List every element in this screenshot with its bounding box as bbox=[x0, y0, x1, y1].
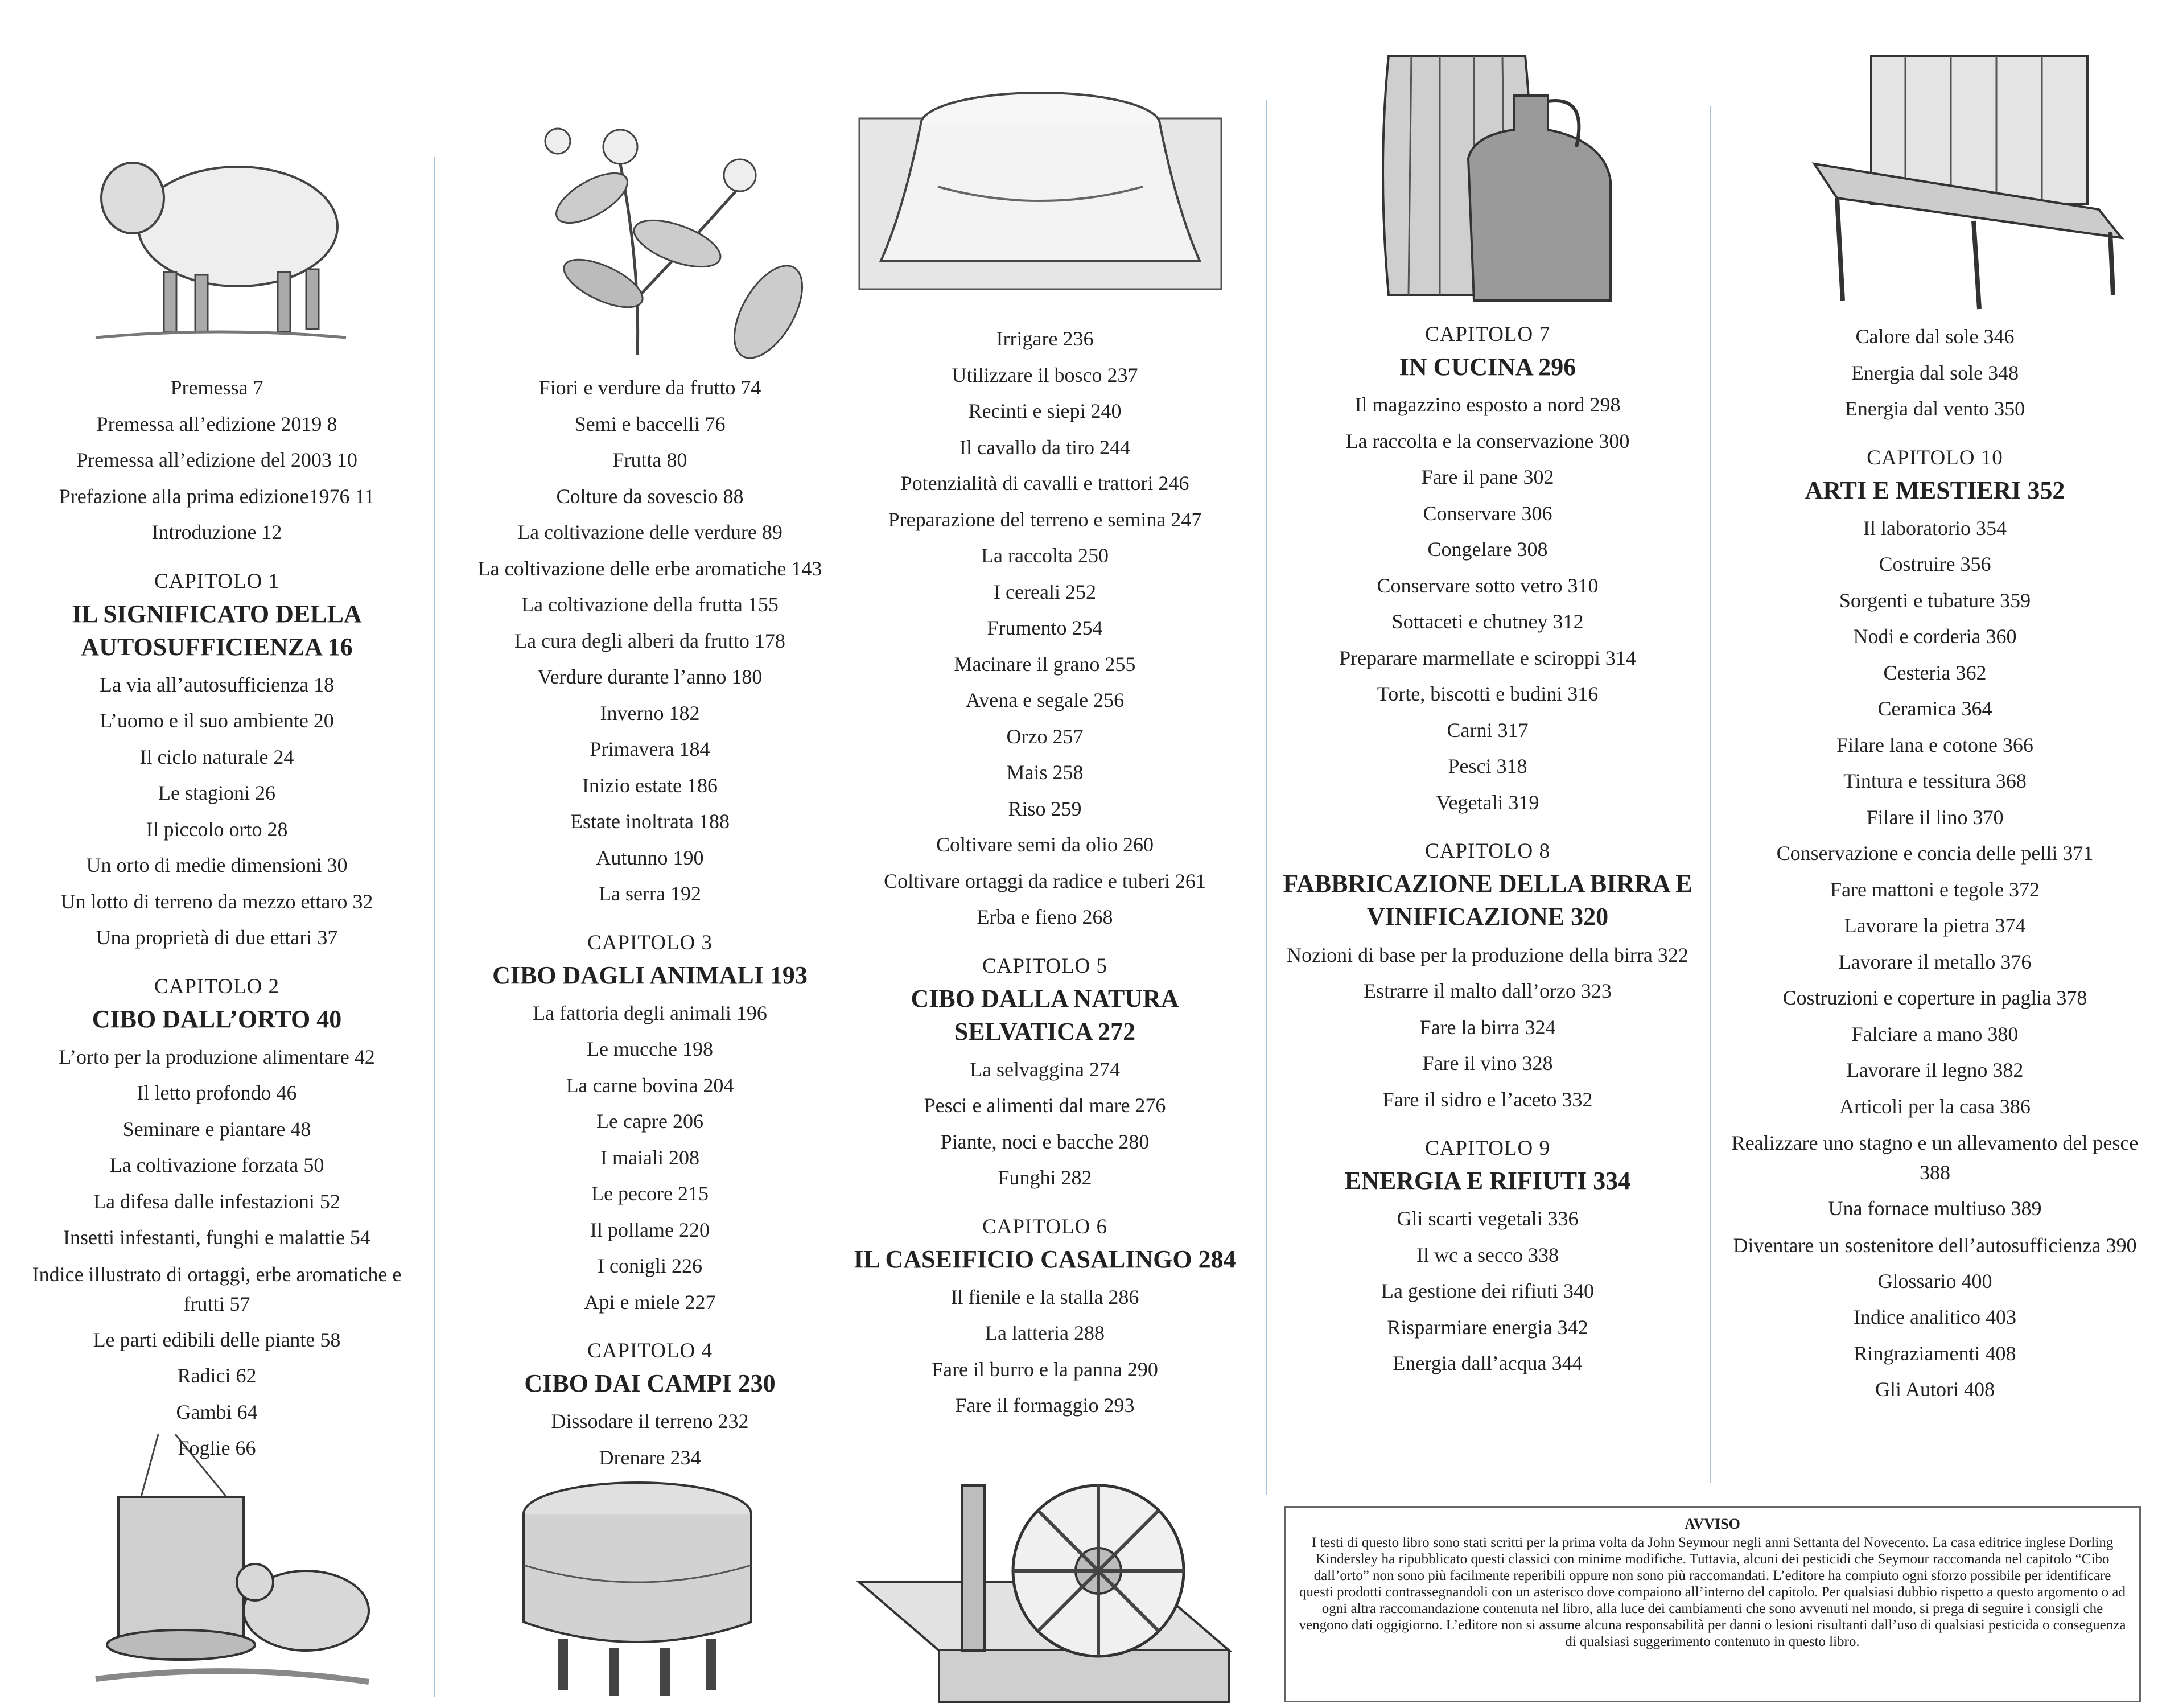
toc-entry: La coltivazione delle verdure 89 bbox=[517, 521, 783, 544]
waterwheel-icon bbox=[854, 1480, 1241, 1703]
toc-entry: I conigli 226 bbox=[598, 1254, 702, 1277]
toc-entry: Primavera 184 bbox=[590, 738, 710, 760]
toc-entry: Fare il vino 328 bbox=[1422, 1052, 1553, 1075]
toc-entry: La fattoria degli animali 196 bbox=[533, 1001, 767, 1024]
toc-entry: Fare il pane 302 bbox=[1421, 466, 1554, 488]
toc-entry: Articoli per la casa 386 bbox=[1839, 1094, 2031, 1118]
feeder-hen-icon bbox=[84, 1429, 380, 1696]
chapter-label: CAPITOLO 5 bbox=[982, 954, 1108, 978]
toc-entry: Realizzare uno stagno e un allevamento del pesce 388 bbox=[1731, 1131, 2139, 1184]
chapter-title: IL SIGNIFICATO DELLA AUTOSUFFICIENZA 16 bbox=[72, 599, 362, 661]
toc-entry: Il wc a secco 338 bbox=[1416, 1243, 1559, 1266]
toc-entry: Preparazione del terreno e semina 247 bbox=[888, 508, 1202, 531]
toc-entry: Indice analitico 403 bbox=[1854, 1306, 2016, 1328]
toc-column bbox=[846, 321, 1244, 1424]
column-divider bbox=[1266, 100, 1267, 1495]
toc-entry: Premessa all’edizione del 2003 10 bbox=[76, 448, 357, 471]
toc-entry: La coltivazione forzata 50 bbox=[109, 1154, 324, 1176]
toc-entry: Il cavallo da tiro 244 bbox=[959, 435, 1130, 459]
chapter-label: CAPITOLO 3 bbox=[587, 931, 713, 954]
toc-entry: Drenare 234 bbox=[599, 1446, 701, 1469]
toc-entry: Prefazione alla prima edizione1976 11 bbox=[59, 484, 375, 508]
toc-entry: Verdure durante l’anno 180 bbox=[537, 665, 763, 688]
toc-entry: La cura degli alberi da frutto 178 bbox=[514, 629, 785, 652]
toc-entry: Il fienile e la stalla 286 bbox=[950, 1285, 1139, 1308]
toc-entry: Dissodare il terreno 232 bbox=[551, 1410, 749, 1433]
toc-entry: Energia dal vento 350 bbox=[1844, 397, 2025, 420]
toc-entry: Fare il formaggio 293 bbox=[955, 1394, 1135, 1417]
toc-entry: Erba e fieno 268 bbox=[977, 906, 1113, 928]
toc-entry: Falciare a mano 380 bbox=[1851, 1022, 2019, 1046]
chapter-title: CIBO DAI CAMPI 230 bbox=[524, 1369, 776, 1397]
chapter-label: CAPITOLO 6 bbox=[982, 1215, 1108, 1238]
toc-entry: Coltivare semi da olio 260 bbox=[936, 833, 1154, 856]
toc-entry: Preparare marmellate e sciroppi 314 bbox=[1339, 646, 1636, 669]
chapter-label: CAPITOLO 1 bbox=[154, 569, 280, 593]
toc-entry: Il pollame 220 bbox=[590, 1218, 710, 1241]
toc-entry: Una proprietà di due ettari 37 bbox=[96, 926, 338, 949]
chapter-title: ENERGIA E RIFIUTI 334 bbox=[1344, 1167, 1631, 1195]
toc-entry: Seminare e piantare 48 bbox=[122, 1117, 311, 1141]
toc-entry: Il piccolo orto 28 bbox=[146, 817, 288, 841]
loom-icon bbox=[1803, 50, 2133, 313]
toc-entry: Foglie 66 bbox=[178, 1437, 256, 1459]
toc-entry: L’orto per la produzione alimentare 42 bbox=[59, 1045, 375, 1068]
toc-entry: La via all’autosufficienza 18 bbox=[99, 673, 335, 696]
chapter-title: IN CUCINA 296 bbox=[1399, 353, 1576, 381]
toc-entry: Fiori e verdure da frutto 74 bbox=[538, 376, 761, 399]
toc-entry: I cereali 252 bbox=[994, 580, 1096, 603]
toc-entry: Fare la birra 324 bbox=[1419, 1015, 1556, 1039]
toc-entry: Filare lana e cotone 366 bbox=[1836, 733, 2033, 756]
toc-entry: Indice illustrato di ortaggi, erbe aromatiche e frutti 57 bbox=[32, 1262, 402, 1315]
toc-entry: Piante, noci e bacche 280 bbox=[940, 1130, 1150, 1153]
toc-entry: Premessa 7 bbox=[170, 376, 263, 399]
toc-entry: Le pecore 215 bbox=[591, 1182, 709, 1205]
toc-entry: Radici 62 bbox=[177, 1364, 257, 1387]
toc-entry: Energia dall’acqua 344 bbox=[1393, 1352, 1583, 1374]
toc-entry: Conservazione e concia delle pelli 371 bbox=[1776, 842, 2094, 865]
toc-entry: La coltivazione delle erbe aromatiche 143 bbox=[477, 557, 822, 580]
toc-entry: Macinare il grano 255 bbox=[954, 652, 1136, 676]
notice-body: I testi di questo libro sono stati scritti per la prima volta da John Seymour negli anni Settanta del Novecento. La casa editrice inglese Dorling Kindersley ha ripubblicato questi classici con minime modifiche. Tuttavia, alcuni dei pesticidi che Seymour raccomanda nel capitolo “Cibo dall’orto” non sono più facilmente reperibili oppure non sono più raccomandati. L’editore ha compiuto ogni sforzo possibile per identificare questi prodotti contrassegnandoli con un asterisco dove compaiono all’interno del capitolo. Per qualsiasi dubbio rispetto a questo argomento o ad ogni altra raccomandazione contenuta nel libro, alla luce dei cambiamenti che sono avvenuti nel mondo, si prega di seguire i consigli che vengono dati oggigiorno. L’editore non si assume alcuna responsabilità per danni o lesioni risultanti dall’uso di qualsiasi pesticida o conseguenza di qualsiasi suggerimento contenuto in questo libro. bbox=[1299, 1535, 2126, 1649]
sheep-icon bbox=[73, 130, 369, 347]
toc-entry: Ringraziamenti 408 bbox=[1854, 1341, 2016, 1365]
chapter-title: CIBO DAGLI ANIMALI 193 bbox=[492, 961, 808, 989]
toc-entry: Fare mattoni e tegole 372 bbox=[1830, 878, 2040, 901]
toc-entry: Conservare sotto vetro 310 bbox=[1377, 574, 1599, 597]
toc-column bbox=[27, 370, 406, 1467]
toc-entry: Gli scarti vegetali 336 bbox=[1397, 1207, 1579, 1230]
column-divider bbox=[434, 157, 435, 1697]
toc-entry: Un lotto di terreno da mezzo ettaro 32 bbox=[60, 890, 373, 913]
notice-box bbox=[1284, 1506, 2141, 1702]
toc-entry: Autunno 190 bbox=[596, 846, 704, 869]
toc-entry: Pesci 318 bbox=[1448, 755, 1527, 777]
toc-entry: Nodi e corderia 360 bbox=[1853, 625, 2017, 648]
toc-entry: La raccolta e la conservazione 300 bbox=[1345, 429, 1630, 452]
barrel-jug-icon bbox=[1377, 44, 1616, 307]
toc-entry: La carne bovina 204 bbox=[566, 1073, 734, 1097]
chapter-title: CIBO DALLA NATURA SELVATICA 272 bbox=[911, 984, 1179, 1046]
toc-entry: Torte, biscotti e budini 316 bbox=[1377, 682, 1599, 705]
toc-entry: Riso 259 bbox=[1008, 797, 1082, 820]
toc-entry: Nozioni di base per la produzione della birra 322 bbox=[1287, 944, 1688, 966]
toc-entry: La latteria 288 bbox=[985, 1322, 1105, 1344]
chapter-label: CAPITOLO 10 bbox=[1867, 446, 2003, 470]
toc-entry: Gli Autori 408 bbox=[1875, 1378, 1995, 1401]
toc-entry: Una fornace multiuso 389 bbox=[1828, 1197, 2042, 1220]
notice-title: AVVISO bbox=[1685, 1516, 1740, 1532]
toc-entry: Cesteria 362 bbox=[1883, 661, 1987, 684]
chapter-label: CAPITOLO 9 bbox=[1424, 1137, 1551, 1160]
toc-entry: Semi e baccelli 76 bbox=[574, 412, 726, 435]
toc-entry: Lavorare il legno 382 bbox=[1846, 1059, 2024, 1081]
toc-entry: Utilizzare il bosco 237 bbox=[952, 363, 1138, 386]
toc-entry: Estate inoltrata 188 bbox=[570, 810, 730, 833]
toc-entry: Diventare un sostenitore dell’autosufficienza 390 bbox=[1733, 1233, 2137, 1257]
toc-entry: Pesci e alimenti dal mare 276 bbox=[924, 1094, 1166, 1117]
toc-column bbox=[1724, 319, 2145, 1408]
toc-entry: Insetti infestanti, funghi e malattie 54 bbox=[63, 1226, 370, 1249]
toc-entry: La difesa dalle infestazioni 52 bbox=[93, 1190, 340, 1213]
toc-entry: Fare il sidro e l’aceto 332 bbox=[1382, 1088, 1593, 1111]
chapter-label: CAPITOLO 7 bbox=[1424, 323, 1551, 346]
toc-entry: Introduzione 12 bbox=[151, 521, 282, 544]
chapter-title: FABBRICAZIONE DELLA BIRRA E VINIFICAZIONE 320 bbox=[1283, 870, 1692, 931]
toc-entry: Sorgenti e tubature 359 bbox=[1839, 588, 2031, 612]
beehive-icon bbox=[512, 1474, 763, 1697]
toc-entry: Potenzialità di cavalli e trattori 246 bbox=[900, 472, 1189, 495]
toc-entry: Estrarre il malto dall’orzo 323 bbox=[1364, 979, 1612, 1002]
toc-entry: Lavorare la pietra 374 bbox=[1844, 914, 2026, 937]
toc-entry: Irrigare 236 bbox=[996, 327, 1094, 350]
toc-entry: Filare il lino 370 bbox=[1866, 805, 2004, 829]
toc-entry: Il magazzino esposto a nord 298 bbox=[1354, 393, 1621, 416]
toc-entry: Fare il burro e la panna 290 bbox=[932, 1357, 1158, 1381]
toc-entry: Ceramica 364 bbox=[1877, 697, 1992, 720]
toc-entry: Sottaceti e chutney 312 bbox=[1391, 610, 1584, 633]
toc-entry: Frutta 80 bbox=[612, 448, 687, 471]
toc-entry: Costruire 356 bbox=[1879, 553, 1991, 575]
toc-entry: Carni 317 bbox=[1447, 718, 1529, 742]
toc-entry: Gambi 64 bbox=[176, 1400, 258, 1423]
toc-entry: Glossario 400 bbox=[1877, 1269, 1992, 1293]
toc-entry: Inizio estate 186 bbox=[582, 773, 718, 797]
toc-entry: Tintura e tessitura 368 bbox=[1843, 769, 2027, 792]
chapter-title: IL CASEIFICIO CASALINGO 284 bbox=[854, 1245, 1236, 1273]
toc-entry: Orzo 257 bbox=[1006, 725, 1084, 748]
toc-entry: L’uomo e il suo ambiente 20 bbox=[100, 709, 334, 732]
plant-icon bbox=[524, 96, 819, 359]
toc-entry: Lavorare il metallo 376 bbox=[1838, 950, 2032, 973]
toc-entry: Premessa all’edizione 2019 8 bbox=[96, 412, 337, 435]
toc-entry: Conservare 306 bbox=[1423, 501, 1552, 525]
chapter-label: CAPITOLO 4 bbox=[587, 1339, 713, 1363]
toc-entry: Coltivare ortaggi da radice e tuberi 261 bbox=[884, 869, 1206, 892]
toc-entry: Avena e segale 256 bbox=[965, 689, 1125, 711]
toc-entry: La raccolta 250 bbox=[981, 544, 1109, 567]
covered-bowl-icon bbox=[858, 73, 1222, 296]
toc-entry: La serra 192 bbox=[599, 882, 701, 905]
toc-entry: Vegetali 319 bbox=[1436, 791, 1539, 814]
toc-entry: Inverno 182 bbox=[600, 701, 700, 725]
toc-entry: Colture da sovescio 88 bbox=[556, 484, 744, 508]
toc-entry: Il letto profondo 46 bbox=[137, 1081, 297, 1104]
chapter-title: CIBO DALL’ORTO 40 bbox=[92, 1005, 342, 1033]
chapter-label: CAPITOLO 2 bbox=[154, 974, 280, 998]
toc-column bbox=[443, 370, 857, 1476]
toc-entry: Frumento 254 bbox=[987, 616, 1103, 639]
column-divider bbox=[1710, 106, 1711, 1483]
toc-entry: Le capre 206 bbox=[596, 1110, 703, 1133]
toc-entry: Energia dal sole 348 bbox=[1851, 361, 2019, 384]
toc-entry: Il laboratorio 354 bbox=[1863, 516, 2007, 540]
chapter-label: CAPITOLO 8 bbox=[1424, 839, 1551, 863]
toc-entry: La coltivazione della frutta 155 bbox=[521, 593, 779, 616]
toc-entry: Il ciclo naturale 24 bbox=[139, 745, 294, 768]
toc-entry: Calore dal sole 346 bbox=[1855, 325, 2015, 348]
toc-entry: La gestione dei rifiuti 340 bbox=[1381, 1279, 1594, 1302]
toc-entry: Un orto di medie dimensioni 30 bbox=[86, 854, 348, 876]
toc-column bbox=[1282, 319, 1694, 1382]
toc-entry: Mais 258 bbox=[1006, 761, 1084, 784]
toc-entry: Funghi 282 bbox=[998, 1166, 1092, 1189]
toc-entry: Le parti edibili delle piante 58 bbox=[93, 1328, 341, 1351]
toc-entry: Le mucche 198 bbox=[587, 1038, 713, 1060]
toc-entry: Recinti e siepi 240 bbox=[968, 400, 1122, 422]
toc-entry: Congelare 308 bbox=[1427, 538, 1548, 561]
toc-entry: Le stagioni 26 bbox=[158, 781, 275, 804]
toc-entry: I maiali 208 bbox=[600, 1146, 699, 1169]
toc-entry: La selvaggina 274 bbox=[970, 1057, 1120, 1081]
toc-entry: Api e miele 227 bbox=[584, 1290, 716, 1314]
toc-entry: Costruzioni e coperture in paglia 378 bbox=[1782, 986, 2087, 1009]
chapter-title: ARTI E MESTIERI 352 bbox=[1805, 476, 2065, 504]
toc-entry: Risparmiare energia 342 bbox=[1387, 1315, 1588, 1339]
